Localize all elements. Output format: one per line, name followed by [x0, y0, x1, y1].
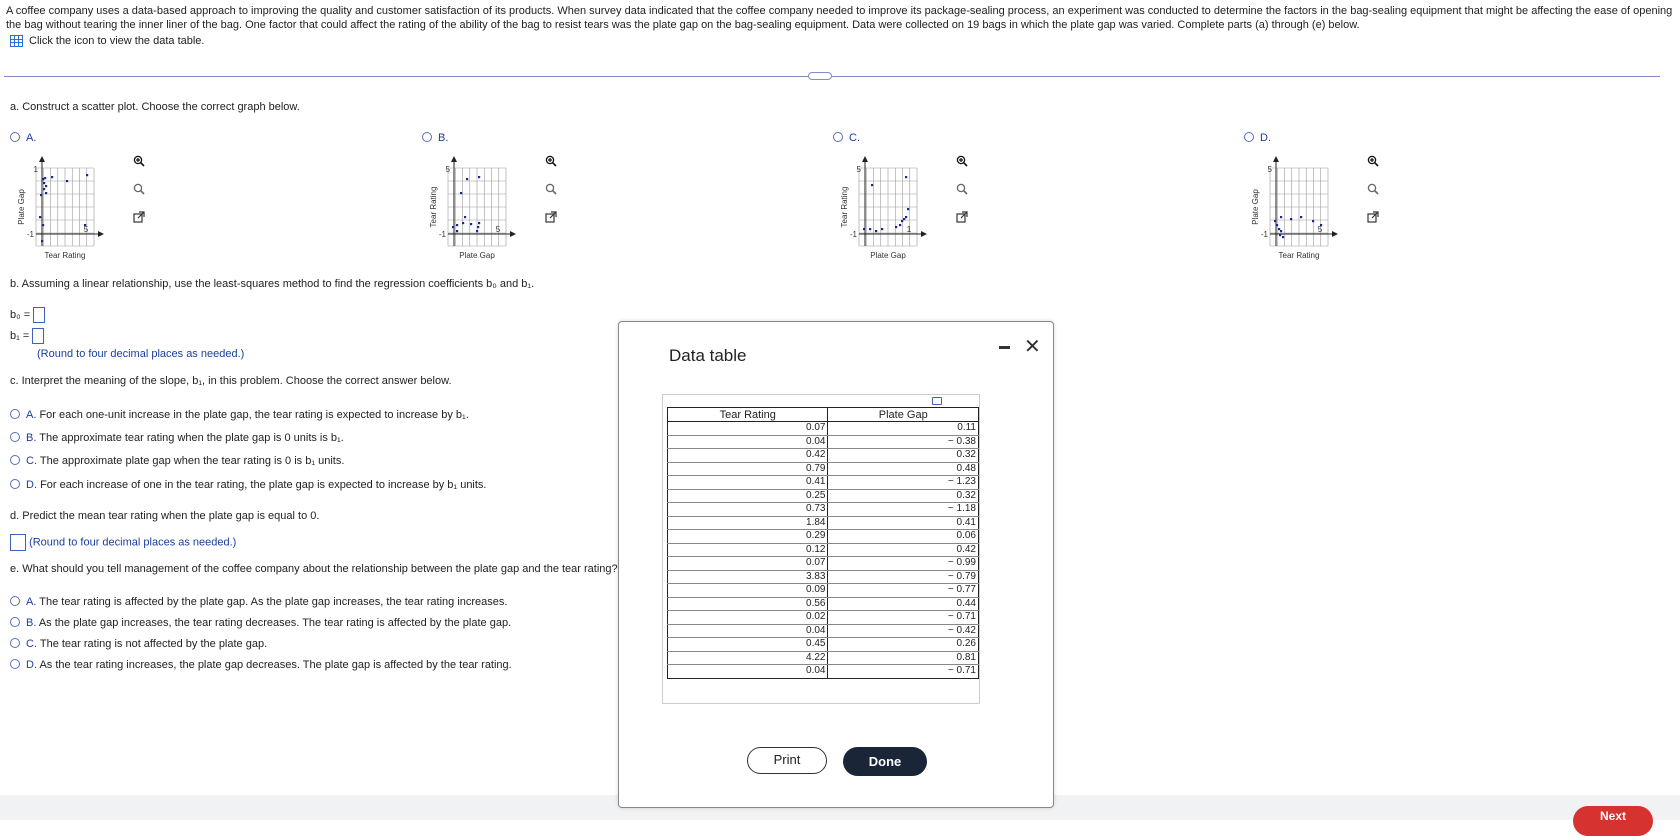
table-row	[668, 597, 979, 611]
table-row	[668, 503, 979, 517]
data-point	[1276, 224, 1278, 226]
y-tick-label: 5	[445, 165, 450, 174]
part-e-prompt: e. What should you tell management of the coffee company about the relationship between the plate gap and the tear rating?	[10, 563, 618, 575]
radio-button[interactable]	[10, 659, 20, 669]
radio-button[interactable]	[10, 638, 20, 648]
part-c-option-a[interactable]	[10, 409, 469, 421]
b0-label: b₀ =	[10, 308, 31, 321]
table-cell: − 0.79	[828, 570, 979, 584]
data-point	[881, 228, 883, 230]
option-letter: C.	[26, 455, 40, 467]
radio-button[interactable]	[1244, 132, 1254, 142]
option-letter: B.	[26, 617, 39, 629]
table-cell: 0.42	[668, 449, 828, 463]
x-tick-label: 1	[906, 225, 912, 234]
graph-option-radio-label[interactable]	[1244, 132, 1271, 144]
option-text: The tear rating is affected by the plate gap. As the plate gap increases, the tear rating increases.	[39, 596, 508, 608]
x-axis-arrow	[98, 231, 104, 237]
data-point	[1312, 220, 1314, 222]
part-c-option-b[interactable]	[10, 432, 344, 444]
table-cell: 0.07	[668, 422, 828, 436]
data-point	[1290, 218, 1292, 220]
table-cell: 0.48	[828, 462, 979, 476]
table-row	[668, 570, 979, 584]
table-row	[668, 476, 979, 490]
data-point	[66, 180, 68, 182]
data-point	[1282, 236, 1284, 238]
table-row	[668, 543, 979, 557]
x-tick-label: 5	[495, 225, 501, 234]
data-point	[1274, 220, 1276, 222]
zoom-in-icon[interactable]	[130, 152, 148, 170]
data-point	[1280, 216, 1282, 218]
b1-row	[10, 328, 44, 344]
y-axis-arrow	[862, 156, 868, 162]
data-point	[41, 240, 43, 242]
radio-button[interactable]	[10, 455, 20, 465]
table-cell: 0.04	[668, 665, 828, 679]
y-tick-label: 1	[33, 165, 38, 174]
open-external-icon[interactable]	[1364, 208, 1382, 226]
data-point	[462, 222, 464, 224]
option-letter: C.	[849, 132, 860, 144]
table-cell: 0.09	[668, 584, 828, 598]
table-cell: 0.45	[668, 638, 828, 652]
graph-option-radio-label[interactable]	[10, 132, 36, 144]
b1-input[interactable]	[32, 328, 44, 344]
part-d-answer-row	[10, 534, 236, 551]
data-point	[907, 208, 909, 210]
copy-table-icon[interactable]	[932, 397, 942, 405]
data-table-dialog	[618, 321, 1054, 808]
table-cell: − 1.23	[828, 476, 979, 490]
data-table-link-text[interactable]: Click the icon to view the data table.	[29, 35, 205, 47]
table-row	[668, 624, 979, 638]
table-row	[668, 638, 979, 652]
table-cell: 0.11	[828, 422, 979, 436]
data-point	[871, 184, 873, 186]
table-cell: 0.32	[828, 489, 979, 503]
table-row	[668, 530, 979, 544]
option-text: The approximate tear rating when the plate gap is 0 units is b₁.	[39, 432, 344, 444]
table-cell: 0.44	[828, 597, 979, 611]
data-point	[43, 188, 45, 190]
x-tick-label: -1	[849, 230, 857, 239]
table-cell: 0.26	[828, 638, 979, 652]
table-cell: 0.29	[668, 530, 828, 544]
table-cell: 0.42	[828, 543, 979, 557]
part-e-option-c[interactable]	[10, 638, 267, 650]
data-point	[903, 218, 905, 220]
table-cell: 0.07	[668, 557, 828, 571]
table-cell: − 0.71	[828, 665, 979, 679]
close-icon[interactable]: ✕	[1024, 336, 1041, 358]
table-icon[interactable]	[10, 35, 23, 47]
x-axis-label: Tear Rating	[1278, 251, 1320, 260]
option-text: The tear rating is not affected by the plate gap.	[39, 638, 268, 650]
zoom-in-icon[interactable]	[953, 152, 971, 170]
radio-button[interactable]	[833, 132, 843, 142]
zoom-in-icon[interactable]	[1364, 152, 1382, 170]
y-axis-arrow	[39, 156, 45, 162]
y-axis-arrow	[1273, 156, 1279, 162]
data-point	[39, 216, 41, 218]
x-axis-label: Plate Gap	[870, 251, 906, 260]
part-e-option-d[interactable]	[10, 659, 512, 671]
table-row	[668, 435, 979, 449]
table-cell: 3.83	[668, 570, 828, 584]
x-tick-label: -1	[1260, 230, 1268, 239]
data-point	[1278, 228, 1280, 230]
data-point	[51, 176, 53, 178]
option-letter: D.	[26, 479, 41, 491]
y-axis-label: Plate Gap	[1251, 189, 1260, 225]
data-point	[45, 185, 47, 187]
part-d-hint: (Round to four decimal places as needed.)	[29, 536, 237, 549]
y-axis-arrow	[451, 156, 457, 162]
done-button[interactable]: Done	[843, 747, 927, 776]
table-row	[668, 422, 979, 436]
x-tick-label: 5	[1317, 225, 1323, 234]
data-point	[1300, 216, 1302, 218]
data-point	[1279, 234, 1281, 236]
part-e-option-b[interactable]	[10, 617, 511, 629]
data-point	[477, 226, 479, 228]
option-letter: D.	[26, 659, 40, 671]
data-point	[470, 223, 472, 225]
table-row	[668, 651, 979, 665]
data-point	[43, 182, 45, 184]
print-button[interactable]: Print	[747, 747, 827, 774]
scatter-plot-thumbnail	[426, 152, 516, 264]
radio-button[interactable]	[10, 132, 20, 142]
data-point	[476, 230, 478, 232]
b1-label: b₁ =	[10, 329, 30, 342]
option-letter: B.	[26, 432, 40, 444]
table-row	[668, 516, 979, 530]
zoom-out-icon[interactable]	[953, 180, 971, 198]
open-external-icon[interactable]	[953, 208, 971, 226]
option-letter: A.	[26, 132, 37, 144]
radio-button[interactable]	[422, 132, 432, 142]
radio-button[interactable]	[10, 479, 20, 489]
data-point	[45, 192, 47, 194]
table-cell: 0.41	[668, 476, 828, 490]
data-point	[875, 230, 877, 232]
table-cell: 0.81	[828, 651, 979, 665]
data-point	[863, 228, 865, 230]
option-text: As the tear rating increases, the plate gap decreases. The plate gap is affected by the tear rating.	[39, 659, 512, 671]
data-point	[456, 224, 458, 226]
table-cell: − 0.38	[828, 435, 979, 449]
zoom-out-icon[interactable]	[1364, 180, 1382, 198]
intro-line-1: A coffee company uses a data-based approach to improving the quality and customer satisfaction of its products. When survey data indicated that the coffee company needed to improve its package-sealing process, an experiment was conducted to determine the factors in the bag-sealing equipment that might be affecting the ease of opening	[6, 5, 1673, 17]
part-c-option-c[interactable]	[10, 455, 344, 467]
table-cell: − 0.77	[828, 584, 979, 598]
table-cell: 0.56	[668, 597, 828, 611]
table-row	[668, 462, 979, 476]
data-point	[86, 174, 88, 176]
data-point	[464, 216, 466, 218]
col-header-tear-rating: Tear Rating	[668, 408, 828, 422]
part-d-prompt: d. Predict the mean tear rating when the plate gap is equal to 0.	[10, 510, 320, 522]
next-button[interactable]: Next	[1573, 806, 1653, 836]
part-b-hint: (Round to four decimal places as needed.)	[37, 348, 245, 360]
col-header-plate-gap: Plate Gap	[828, 408, 979, 422]
option-letter: A.	[26, 596, 40, 608]
table-cell: 0.04	[668, 624, 828, 638]
part-d-input[interactable]	[10, 534, 26, 551]
table-row	[668, 665, 979, 679]
open-external-icon[interactable]	[542, 208, 560, 226]
x-axis-arrow	[921, 231, 927, 237]
part-a-prompt: a. Construct a scatter plot. Choose the correct graph below.	[10, 101, 300, 113]
data-point	[901, 220, 903, 222]
open-external-icon[interactable]	[130, 208, 148, 226]
data-point	[905, 176, 907, 178]
graph-option-b[interactable]	[422, 132, 501, 260]
x-axis-label: Tear Rating	[44, 251, 86, 260]
x-tick-label: -1	[26, 230, 34, 239]
x-tick-label: -1	[438, 230, 446, 239]
scatter-plot-thumbnail	[837, 152, 927, 264]
data-point	[452, 226, 454, 228]
table-cell: 0.32	[828, 449, 979, 463]
graph-option-radio-label[interactable]	[833, 132, 860, 144]
table-cell: 4.22	[668, 651, 828, 665]
b0-row	[10, 307, 45, 323]
data-table	[667, 407, 979, 679]
table-cell: − 0.42	[828, 624, 979, 638]
option-text: As the plate gap increases, the tear rating decreases. The tear rating is affected by the plate gap.	[38, 617, 512, 629]
x-axis-arrow	[510, 231, 516, 237]
data-point	[478, 222, 480, 224]
problem-intro	[6, 4, 1673, 32]
option-text: The approximate plate gap when the tear rating is 0 is b₁ units.	[39, 455, 345, 467]
y-tick-label: 5	[1267, 165, 1272, 174]
option-letter: C.	[26, 638, 40, 650]
x-axis-arrow	[1332, 231, 1338, 237]
x-tick-label: 5	[83, 225, 89, 234]
table-row	[668, 584, 979, 598]
section-divider	[4, 76, 1660, 77]
table-cell: 0.25	[668, 489, 828, 503]
y-axis-label: Tear Rating	[429, 186, 438, 228]
option-text: For each one-unit increase in the plate gap, the tear rating is expected to increase by b₁.	[39, 409, 469, 421]
table-cell: 0.73	[668, 503, 828, 517]
y-tick-label: 5	[856, 165, 861, 174]
table-cell: 0.79	[668, 462, 828, 476]
y-axis-label: Tear Rating	[840, 186, 849, 228]
data-point	[1280, 230, 1282, 232]
graph-option-a[interactable]	[10, 132, 89, 260]
part-c-prompt: c. Interpret the meaning of the slope, b₁, in this problem. Choose the correct answer below.	[10, 375, 452, 387]
data-point	[44, 177, 46, 179]
radio-button[interactable]	[10, 596, 20, 606]
data-table-frame	[662, 394, 980, 704]
data-point	[42, 224, 44, 226]
data-point	[905, 216, 907, 218]
data-point	[895, 226, 897, 228]
table-cell: − 0.71	[828, 611, 979, 625]
table-cell: − 0.99	[828, 557, 979, 571]
data-table-link[interactable]	[10, 35, 204, 47]
data-point	[478, 176, 480, 178]
divider-handle[interactable]	[808, 72, 832, 80]
graph-option-d[interactable]	[1244, 132, 1323, 260]
data-point	[42, 178, 44, 180]
data-point	[869, 228, 871, 230]
data-point	[899, 224, 901, 226]
b0-input[interactable]	[33, 307, 45, 323]
table-cell: 0.04	[668, 435, 828, 449]
option-letter: A.	[26, 409, 40, 421]
option-letter: B.	[438, 132, 449, 144]
option-letter: D.	[1260, 132, 1271, 144]
zoom-out-icon[interactable]	[130, 180, 148, 198]
data-point	[460, 192, 462, 194]
data-point	[40, 194, 42, 196]
table-cell: 0.12	[668, 543, 828, 557]
minimize-icon[interactable]	[999, 346, 1010, 349]
table-cell: − 1.18	[828, 503, 979, 517]
table-row	[668, 611, 979, 625]
option-text: For each increase of one in the tear rating, the plate gap is expected to increase by b₁ units.	[40, 479, 487, 491]
intro-line-2: the bag without tearing the inner liner of the bag. One factor that could affect the rating of the ability of the bag to resist tears was the plate gap on the bag-sealing equipment. Data were collected on 19 bags in which the plate gap was varied. Complete parts (a) through (e) below.	[6, 19, 1360, 31]
table-row	[668, 489, 979, 503]
data-point	[466, 178, 468, 180]
table-row	[668, 449, 979, 463]
radio-button[interactable]	[10, 617, 20, 627]
radio-button[interactable]	[10, 409, 20, 419]
table-cell: 0.41	[828, 516, 979, 530]
table-row	[668, 557, 979, 571]
part-e-option-a[interactable]	[10, 596, 507, 608]
y-axis-label: Plate Gap	[17, 189, 26, 225]
x-axis-label: Plate Gap	[459, 251, 495, 260]
graph-option-radio-label[interactable]	[422, 132, 448, 144]
data-point	[456, 230, 458, 232]
dialog-title: Data table	[669, 346, 747, 365]
graph-option-c[interactable]	[833, 132, 912, 260]
zoom-out-icon[interactable]	[542, 180, 560, 198]
part-c-option-d[interactable]	[10, 479, 487, 491]
table-cell: 0.02	[668, 611, 828, 625]
scatter-plot-thumbnail	[1248, 152, 1338, 264]
radio-button[interactable]	[10, 432, 20, 442]
scatter-plot-thumbnail	[14, 152, 104, 264]
zoom-in-icon[interactable]	[542, 152, 560, 170]
table-cell: 0.06	[828, 530, 979, 544]
part-b-prompt: b. Assuming a linear relationship, use the least-squares method to find the regression coefficients b₀ and b₁.	[10, 278, 535, 290]
table-cell: 1.84	[668, 516, 828, 530]
